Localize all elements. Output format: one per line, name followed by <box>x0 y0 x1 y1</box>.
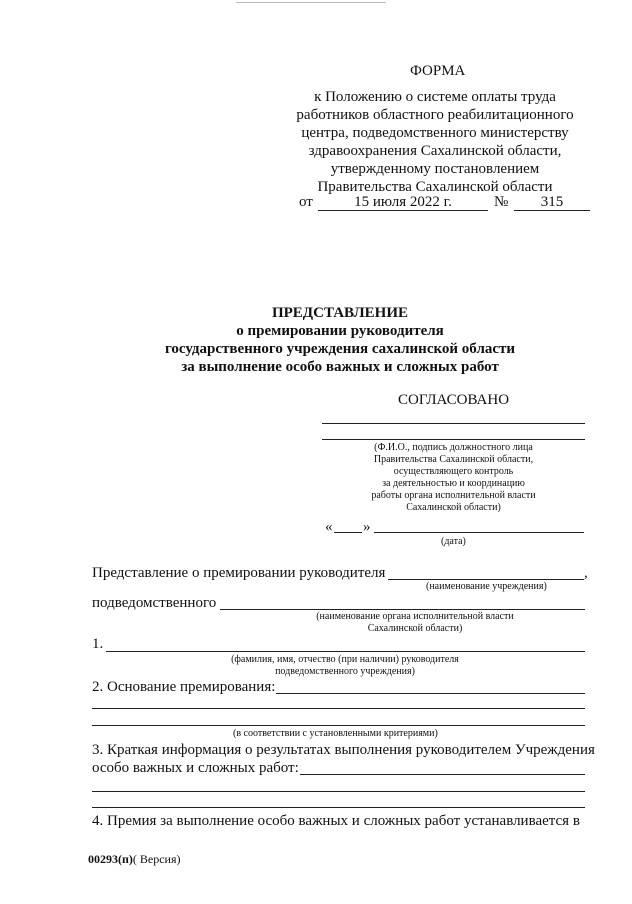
authority-name-line <box>220 609 585 610</box>
form-reference-line: к Положению о системе оплаты труда <box>314 89 556 105</box>
document-subtitle-line: за выполнение особо важных и сложных работ <box>181 359 499 375</box>
document-subtitle-lines <box>80 322 600 376</box>
intro-text: Представление о премировании руководителя <box>92 565 386 581</box>
document-title: ПРЕДСТАВЛЕНИЕ <box>271 305 409 321</box>
form-reference-line: здравоохранения Сахалинской области, <box>308 143 562 159</box>
document-version: ( Версия) <box>132 852 181 866</box>
approval-caption-line: Правительства Сахалинской области, <box>373 454 534 465</box>
institution-name-line <box>388 579 584 580</box>
approval-signature-line <box>322 423 585 424</box>
date-day-line <box>334 532 362 533</box>
date-caption: (дата) <box>441 536 466 547</box>
head-name-line <box>106 651 585 652</box>
results-line-3 <box>92 807 585 808</box>
resolution-date: 15 июля 2022 г. <box>354 194 452 210</box>
results-line-1 <box>300 774 585 775</box>
approval-caption-line: (Ф.И.О., подпись должностного лица <box>374 442 533 453</box>
authority-caption-line: Сахалинской области) <box>367 623 463 634</box>
document-code <box>88 852 181 867</box>
form-reference-line: работников областного реабилитационного <box>296 107 574 123</box>
basis-line-2 <box>92 708 585 709</box>
head-name-caption <box>200 654 490 678</box>
date-close-quote: » <box>363 519 371 535</box>
item3-line-1: 3. Краткая информация о результатах выполнения руководителем Учреждения <box>92 742 595 758</box>
item3-line-2: особо важных и сложных работ: <box>92 760 299 776</box>
item2-label: 2. Основание премирования: <box>92 679 276 695</box>
approval-caption <box>322 442 585 514</box>
resolution-date-underline <box>318 210 488 211</box>
approval-label: СОГЛАСОВАНО <box>398 392 510 408</box>
scan-edge-line <box>236 2 386 3</box>
resolution-number: 315 <box>540 194 564 210</box>
basis-caption: (в соответствии с установленными критериями) <box>233 728 438 739</box>
document-subtitle-line: о премировании руководителя <box>236 323 444 339</box>
head-name-caption-line: подведомственного учреждения) <box>275 666 415 677</box>
form-reference-line: центра, подведомственного министерству <box>301 125 569 141</box>
institution-caption: (наименование учреждения) <box>426 581 547 592</box>
results-line-2 <box>92 791 585 792</box>
authority-caption <box>290 611 540 635</box>
form-reference-lines <box>280 88 590 196</box>
approval-name-line <box>322 439 585 440</box>
item4-text: 4. Премия за выполнение особо важных и сложных работ устанавливается в <box>92 813 580 829</box>
approval-caption-line: Сахалинской области) <box>406 502 501 513</box>
date-open-quote: « <box>325 519 333 535</box>
number-label: № <box>494 194 509 210</box>
basis-line-1 <box>276 693 585 694</box>
approval-caption-line: за деятельностью и координацию <box>382 478 525 489</box>
approval-caption-line: осуществляющего контроль <box>393 466 514 477</box>
item1-label: 1. <box>92 636 104 652</box>
form-title: ФОРМА <box>410 63 466 79</box>
form-reference-line: утвержденному постановлением <box>330 161 540 177</box>
authority-caption-line: (наименование органа исполнительной власти <box>316 611 514 622</box>
intro-comma: , <box>584 565 588 581</box>
basis-line-3 <box>92 725 585 726</box>
resolution-number-underline <box>514 210 590 211</box>
document-code-number: 00293(п) <box>88 852 133 866</box>
document-subtitle-line: государственного учреждения сахалинской области <box>164 341 516 357</box>
date-month-year-line <box>374 532 584 533</box>
approval-caption-line: работы органа исполнительной власти <box>371 490 536 501</box>
subordinate-label: подведомственного <box>92 595 217 611</box>
form-reference-line: Правительства Сахалинской области <box>317 179 553 195</box>
head-name-caption-line: (фамилия, имя, отчество (при наличии) руководителя <box>231 654 459 665</box>
from-label: от <box>299 194 313 210</box>
